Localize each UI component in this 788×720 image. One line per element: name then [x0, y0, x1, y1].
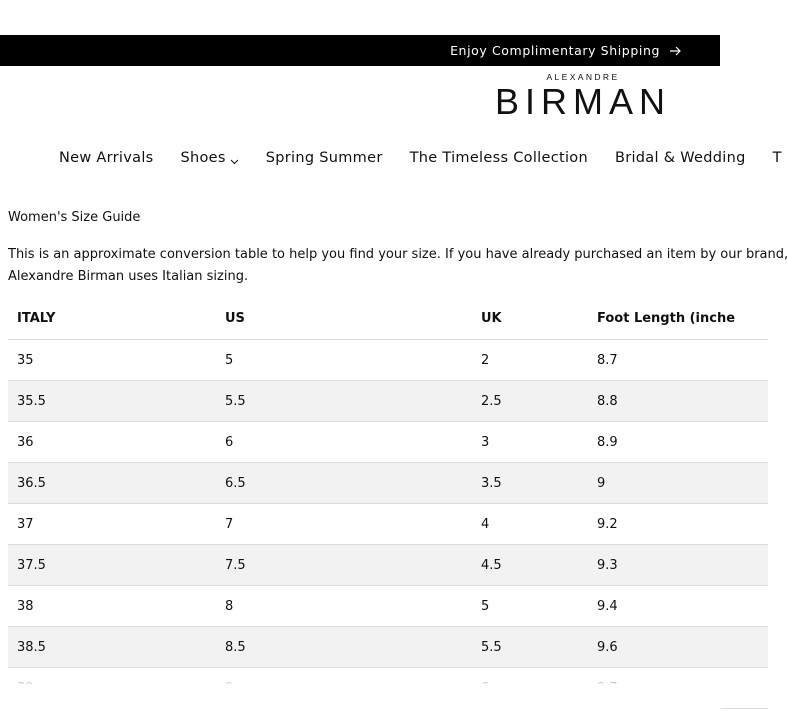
size-guide-title: Women's Size Guide	[8, 210, 141, 225]
cell-foot-length: 9.2	[597, 516, 618, 532]
size-guide-intro	[8, 244, 788, 288]
cell-us: 8.5	[225, 639, 246, 655]
table-row	[8, 586, 768, 627]
header-italy: ITALY	[17, 311, 56, 326]
cell-italy: 38	[17, 598, 34, 614]
nav-item-label: New Arrivals	[59, 150, 154, 166]
cell-uk: 2	[481, 352, 490, 368]
nav-item-shoes[interactable]	[181, 150, 239, 166]
cell-foot-length: 9.3	[597, 557, 618, 573]
chevron-down-icon	[230, 154, 239, 163]
intro-line-2: Alexandre Birman uses Italian sizing.	[8, 269, 249, 284]
nav-item-label: Spring Summer	[265, 150, 383, 166]
cell-us: 6	[225, 434, 234, 450]
cell-foot-length: 9	[597, 475, 606, 491]
cell-italy: 36	[17, 434, 34, 450]
cell-us: 7.5	[225, 557, 246, 573]
nav-item-label: Bridal & Wedding	[614, 150, 746, 166]
cell-us: 8	[225, 598, 234, 614]
cell-us: 7	[225, 516, 234, 532]
logo-big-text: BIRMAN	[494, 81, 671, 122]
cell-italy: 35.5	[17, 393, 46, 409]
cell-uk: 3.5	[481, 475, 502, 491]
cell-foot-length: 8.8	[597, 393, 618, 409]
announcement-bar[interactable]	[0, 35, 720, 66]
nav-item-label: T	[772, 150, 782, 166]
cell-uk: 4.5	[481, 557, 502, 573]
nav-item-label: The Timeless Collection	[409, 150, 588, 166]
header-uk: UK	[481, 311, 502, 326]
nav-item-truncated[interactable]	[773, 150, 782, 166]
cell-foot-length: 9.6	[597, 639, 618, 655]
table-row	[8, 627, 768, 668]
table-header-row	[8, 298, 768, 340]
size-table	[8, 298, 768, 709]
cell-us: 6.5	[225, 475, 246, 491]
intro-line-1: This is an approximate conversion table to help you find your size. If you have already purchased an item by our brand,	[8, 247, 788, 262]
cell-foot-length: 8.7	[597, 352, 618, 368]
cell-italy: 35	[17, 352, 34, 368]
arrow-right-icon[interactable]	[668, 44, 682, 58]
cell-uk: 5.5	[481, 639, 502, 655]
nav-item-new-arrivals[interactable]	[59, 150, 154, 166]
cell-foot-length: 8.9	[597, 434, 618, 450]
cell-italy: 36.5	[17, 475, 46, 491]
cell-uk: 4	[481, 516, 490, 532]
cell-uk: 3	[481, 434, 490, 450]
cell-uk: 2.5	[481, 393, 502, 409]
nav-item-spring-summer[interactable]	[266, 150, 383, 166]
header-us: US	[225, 311, 245, 326]
table-row	[8, 463, 768, 504]
main-nav	[59, 146, 782, 170]
cell-foot-length: 9.4	[597, 598, 618, 614]
announcement-text[interactable]: Enjoy Complimentary Shipping	[450, 43, 660, 58]
cell-us: 5.5	[225, 393, 246, 409]
nav-item-label: Shoes	[180, 150, 226, 166]
bottom-overlay	[0, 684, 720, 720]
header-foot-length: Foot Length (inche	[597, 311, 736, 326]
table-row	[8, 340, 768, 381]
table-row	[8, 504, 768, 545]
cell-us: 5	[225, 352, 234, 368]
brand-logo[interactable]	[492, 72, 674, 122]
cell-italy: 37	[17, 516, 34, 532]
nav-item-timeless-collection[interactable]	[410, 150, 588, 166]
table-row	[8, 422, 768, 463]
cell-italy: 37.5	[17, 557, 46, 573]
logo-small-text: ALEXANDRE	[546, 72, 620, 82]
table-row	[8, 545, 768, 586]
nav-item-bridal-wedding[interactable]	[615, 150, 746, 166]
cell-uk: 5	[481, 598, 490, 614]
table-row	[8, 381, 768, 422]
cell-italy: 38.5	[17, 639, 46, 655]
